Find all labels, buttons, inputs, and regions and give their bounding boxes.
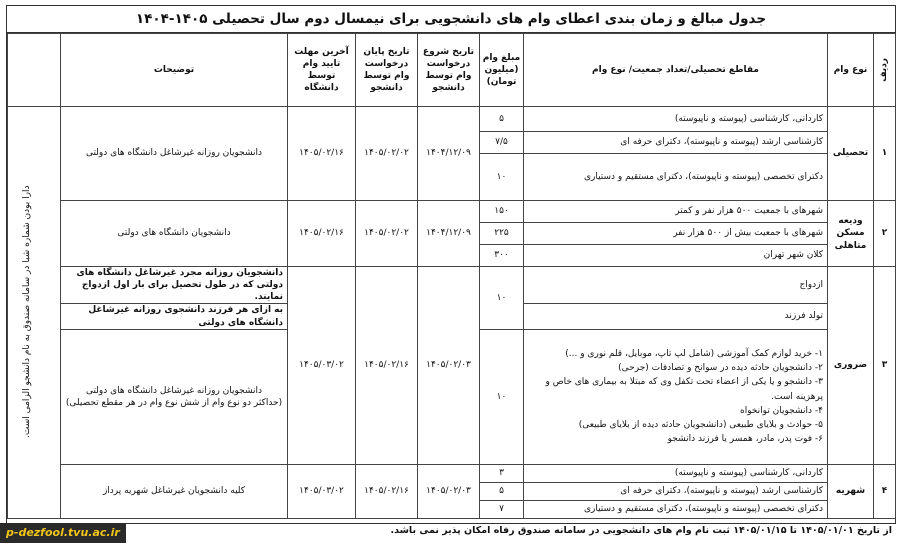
end-date: ۱۴۰۵/۰۲/۱۶ [356,267,418,465]
start-date: ۱۴۰۴/۱۲/۰۹ [418,107,480,201]
essential-loan-list: ۱- خرید لوازم کمک آموزشی (شامل لپ تاپ، موبایل، قلم نوری و ...) ۲- دانشجویان حادثه دیده در سوانح و تصادفات (جرحی) ۳- دانشجو و یا یکی از اعضاء تحت تکفل وی که مبتلا به بیماری های خاص و پرهزینه است. ۴- دانشجویان توانخواه ۵- حوادث و بلایای طبیعی (دانشجویان حادثه دیده از بلایای طبیعی) ۶- فوت پدر، مادر، همسر یا فرزند دانشجو [524,329,828,464]
loan-amount: ۵ [480,107,524,132]
table-row [8,107,896,132]
loan-amount: ۳۰۰ [480,245,524,267]
row-number: ۲ [874,201,896,267]
header-deadline: آخرین مهلت تایید وام توسط دانشگاه [288,34,356,107]
table-row [8,201,896,223]
loan-type: ودیعه مسکن متاهلی [828,201,874,267]
notes-cell: کلیه دانشجویان غیرشاغل شهریه پرداز [61,464,288,518]
deadline-date: ۱۴۰۵/۰۲/۱۶ [288,201,356,267]
section-desc: دکترای تخصصی (پیوسته و ناپیوسته)، دکترای مستقیم و دستیاری [524,500,828,518]
loan-type: تحصیلی [828,107,874,201]
notes-cell: دانشجویان روزانه غیرشاغل دانشگاه های دولتی [61,107,288,201]
section-desc: تولد فرزند [524,304,828,329]
header-end-date: تاریخ پایان درخواست وام توسط دانشجو [356,34,418,107]
section-desc: شهرهای با جمعیت ۵۰۰ هزار نفر و کمتر [524,201,828,223]
notes-cell: به ازای هر فرزند دانشجوی روزانه غیرشاغل دانشگاه های دولتی [61,304,288,329]
row-number: ۴ [874,464,896,518]
start-date: ۱۴۰۵/۰۲/۰۳ [418,267,480,465]
loan-amount: ۷/۵ [480,132,524,154]
deadline-date: ۱۴۰۵/۰۳/۰۲ [288,267,356,465]
header-row-no: ردیف [874,34,896,107]
row-number: ۳ [874,267,896,465]
section-desc: کارشناسی ارشد (پیوسته و ناپیوسته)، دکترای حرفه ای [524,482,828,500]
section-desc: کارشناسی ارشد (پیوسته و ناپیوسته)، دکترای حرفه ای [524,132,828,154]
side-note: دارا بودن شماره شبا در سامانه صندوق به نام دانشجو الزامی است. [22,186,32,439]
page-title: جدول مبالغ و زمان بندی اعطای وام های دانشجویی برای نیمسال دوم سال تحصیلی ۱۴۰۵-۱۴۰۴ [7,6,895,33]
section-desc: ازدواج [524,267,828,304]
loan-amount: ۳ [480,464,524,482]
section-desc: شهرهای با جمعیت بیش از ۵۰۰ هزار نفر [524,223,828,245]
loan-type: ضروری [828,267,874,465]
side-note-cell [8,107,61,519]
watermark-domain: tvu.ac.ir [68,526,120,539]
deadline-date: ۱۴۰۵/۰۲/۱۶ [288,107,356,201]
site-watermark [0,523,126,543]
notes-cell: دانشجویان روزانه مجرد غیرشاغل دانشگاه های دولتی که در طول تحصیل برای بار اول ازدواج نمایند. [61,267,288,304]
header-sections: مقاطع تحصیلی/تعداد جمعیت/ نوع وام [524,34,828,107]
header-notes: توضیحات [61,34,288,107]
loan-amount: ۷ [480,500,524,518]
header-loan-type: نوع وام [828,34,874,107]
end-date: ۱۴۰۵/۰۲/۰۲ [356,107,418,201]
loan-amount: ۱۰ [480,154,524,201]
section-desc: دکترای تخصصی (پیوسته و ناپیوسته)، دکترای مستقیم و دستیاری [524,154,828,201]
notes-cell: دانشجویان دانشگاه های دولتی [61,201,288,267]
header-start-date: تاریخ شروع درخواست وام توسط دانشجو [418,34,480,107]
loan-table [7,33,896,519]
table-header-row [8,34,896,107]
start-date: ۱۴۰۵/۰۲/۰۳ [418,464,480,518]
notes-cell: دانشجویان روزانه غیرشاغل دانشگاه های دولتی (حداکثر دو نوع وام از شش نوع وام در هر مقطع تحصیلی) [61,329,288,464]
row-number: ۱ [874,107,896,201]
loan-amount: ۱۰ [480,329,524,464]
loan-type: شهریه [828,464,874,518]
loan-amount: ۱۰ [480,267,524,330]
section-desc: کاردانی، کارشناسی (پیوسته و ناپیوسته) [524,107,828,132]
start-date: ۱۴۰۴/۱۲/۰۹ [418,201,480,267]
loan-schedule-sheet [6,5,896,524]
loan-amount: ۲۲۵ [480,223,524,245]
footer-note: از تاریخ ۱۴۰۵/۰۱/۰۱ تا ۱۴۰۵/۰۱/۱۵ ثبت نام وام های دانشجویی در سامانه صندوق رفاه امکان پذیر نمی باشد. [390,525,892,536]
end-date: ۱۴۰۵/۰۲/۰۲ [356,201,418,267]
watermark-host: p-dezfool. [6,526,69,539]
section-desc: کاردانی، کارشناسی (پیوسته و ناپیوسته) [524,464,828,482]
table-row [8,464,896,482]
section-desc: کلان شهر تهران [524,245,828,267]
deadline-date: ۱۴۰۵/۰۳/۰۲ [288,464,356,518]
header-side-note [8,34,61,107]
header-amount: مبلغ وام (میلیون تومان) [480,34,524,107]
table-row [8,267,896,304]
end-date: ۱۴۰۵/۰۲/۱۶ [356,464,418,518]
loan-amount: ۱۵۰ [480,201,524,223]
loan-amount: ۵ [480,482,524,500]
